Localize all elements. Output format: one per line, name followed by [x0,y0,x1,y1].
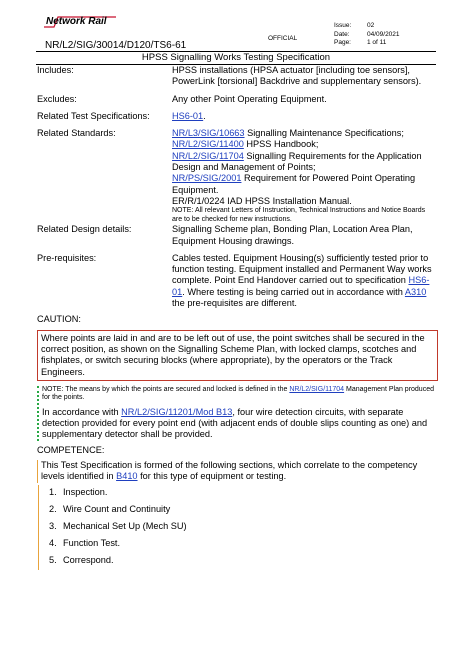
issue-label: Issue: [334,22,352,29]
document-body [37,65,437,570]
prereq-text-3: the pre-requisites are different. [172,298,297,309]
standard-text-iad: ER/R/1/0224 IAD HPSS Installation Manual. [172,195,352,206]
document-reference: NR/L2/SIG/30014/D120/TS6-61 [45,40,187,51]
network-rail-logo [44,15,116,34]
list-item: 2. Wire Count and Continuity [38,502,437,519]
includes-value: HPSS installations (HPSA actuator [including toe sensors], PowerLink [torsional] Backdrive and supplementary sensors). [172,65,422,87]
related-spec-link[interactable]: HS6-01 [172,110,204,121]
page-label: Page: [334,39,351,47]
page-value: 1 of 11 [367,39,387,47]
related-specs-label: Related Test Specifications: [37,110,150,121]
prereq-text-1: Cables tested. Equipment Housing(s) sufficiently tested prior to function testing. Equipment installed and Permanent Way works complete. Point End Handover carried out to specification [172,252,432,286]
standard-text-11704: Signalling Requirements for the Application Design and Management of Points; [172,150,422,173]
related-standards-row [37,128,437,224]
design-details-value: Signalling Scheme plan, Bonding Plan, Location Area Plan, Equipment Housing drawings. [172,224,413,246]
note-link-11704[interactable]: NR/L2/SIG/11704 [289,385,345,393]
list-item: 3. Mechanical Set Up (Mech SU) [38,519,437,536]
includes-label: Includes: [37,65,74,75]
prereq-text-2: . Where testing is being carried out in accordance with [182,286,405,297]
caution-notes [37,386,437,441]
competence-link-b410[interactable]: B410 [116,471,138,482]
related-standards-label: Related Standards: [37,128,116,139]
detection-paragraph: In accordance with NR/L2/SIG/11201/Mod B13, four wire detection circuits, with separate detection provided for every point end (with adjacent ends of double slips counting as one) and supplementary detector shall be provided. [42,406,428,440]
excludes-label: Excludes: [37,93,77,104]
caution-box: Where points are laid in and are to be left out of use, the point switches shall be secured in the correct position, as shown on the Signalling Scheme Plan, with locked clamps, scotches and fishplates, or switch securing blocks (where appropriate), by the operators or the Track Engineers. [37,330,438,381]
document-title: HPSS Signalling Works Testing Specification [36,51,436,65]
document-meta [334,22,400,48]
standard-link-2001[interactable]: NR/PS/SIG/2001 [172,173,242,184]
standard-link-11704[interactable]: NR/L2/SIG/11704 [172,150,244,161]
date-value: 04/09/2021 [367,30,400,38]
detection-link-11201[interactable]: NR/L2/SIG/11201/Mod B13 [121,406,233,417]
competence-list [37,485,437,570]
excludes-row [37,94,437,105]
prereq-link-hs6[interactable]: HS6-01 [172,275,430,297]
competence-heading: COMPETENCE: [37,444,105,455]
caution-heading: CAUTION: [37,314,81,325]
prerequisites-row [37,253,437,309]
standard-text-10663: Signalling Maintenance Specifications; [244,128,404,139]
date-label: Date: [334,30,350,38]
includes-row [37,65,437,88]
design-details-label: Related Design details: [37,224,132,235]
list-item: 1. Inspection. [38,485,437,502]
related-spec-end: . [203,110,206,121]
prereq-link-a310[interactable]: A310 [404,286,427,297]
design-details-row [37,224,437,247]
related-specs-row [37,111,437,122]
means-note: NOTE: The means by which the points are secured and locked is defined in the NR/L2/SIG/11704 Management Plan produced for the points. [42,385,434,402]
excludes-value: Any other Point Operating Equipment. [172,93,327,104]
standard-text-11400: HPSS Handbook; [243,139,319,150]
network-rail-logo-mark [44,15,116,29]
standard-link-10663[interactable]: NR/L3/SIG/10663 [172,128,245,139]
list-item: 5. Correspond. [38,553,437,570]
issue-value: 02 [367,22,375,29]
standard-text-2001: Requirement for Powered Point Operating Equipment. [172,173,416,195]
standards-note: NOTE: All relevant Letters of Instruction, Technical Instructions and Notice Boards are to be checked for new instructions. [172,207,426,223]
competence-paragraph: This Test Specification is formed of the following sections, which correlate to the competency levels identified in B410 for this type of equipment or testing. [37,460,437,483]
list-item: 4. Function Test. [38,536,437,553]
svg-text:Network Rail: Network Rail [46,16,107,27]
standard-link-11400[interactable]: NR/L2/SIG/11400 [172,139,244,150]
prerequisites-label: Pre-requisites: [37,252,97,263]
classification-label: OFFICIAL [268,35,298,42]
